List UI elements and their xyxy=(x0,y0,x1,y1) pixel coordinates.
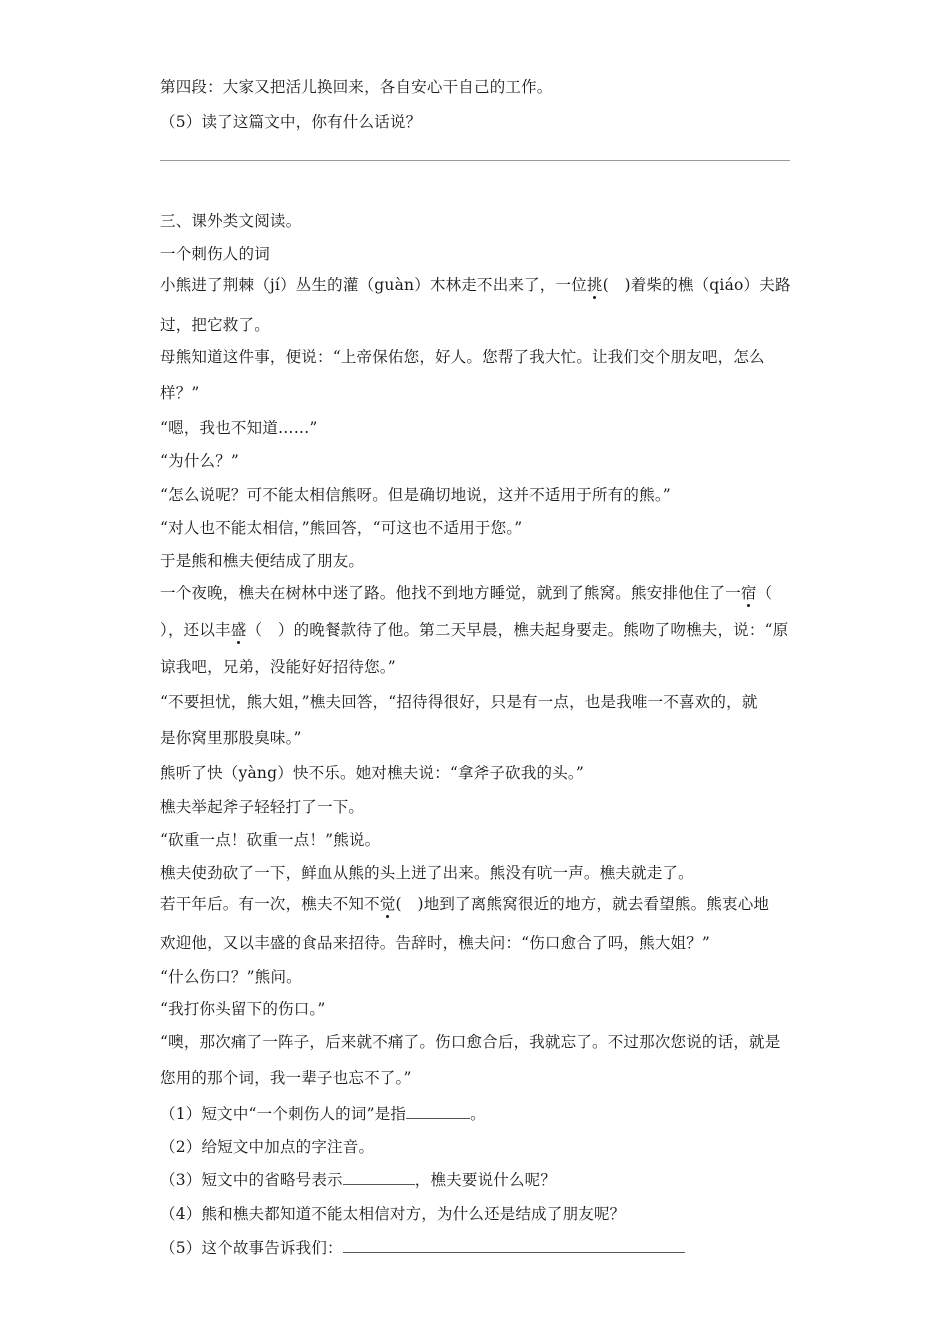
text: （ xyxy=(756,584,773,602)
story-paragraph xyxy=(160,274,791,296)
story-paragraph: “噢，那次痛了一阵子，后来就不痛了。伤口愈合后，我就忘了。不过那次您说的话，就是 xyxy=(160,1033,781,1051)
story-paragraph: “对人也不能太相信，”熊回答，“可这也不适用于您。” xyxy=(160,519,523,537)
story-line xyxy=(160,619,788,641)
story-paragraph: 于是熊和樵夫便结成了朋友。 xyxy=(160,552,365,570)
story-line: 谅我吧，兄弟，没能好好招待您。” xyxy=(160,658,396,676)
story-paragraph xyxy=(160,893,769,915)
answer-blank[interactable] xyxy=(343,1169,415,1185)
dotted-character: 盛 xyxy=(230,621,247,639)
story-paragraph: 熊听了快（yàng）快不乐。她对樵夫说：“拿斧子砍我的头。” xyxy=(160,764,585,782)
story-title: 一个刺伤人的词 xyxy=(160,245,270,263)
text: （1）短文中“一个刺伤人的词”是指 xyxy=(160,1105,407,1123)
text: ( )地到了离熊窝很近的地方，就去看望熊。熊衷心地 xyxy=(395,895,770,913)
answer-line xyxy=(160,160,790,161)
question-5-prior: （5）读了这篇文中，你有什么话说？ xyxy=(160,113,422,131)
story-paragraph: “我打你头留下的伤口。” xyxy=(160,1000,326,1018)
text: 。 xyxy=(470,1105,486,1123)
question-1 xyxy=(160,1103,486,1125)
story-paragraph: “什么伤口？”熊问。 xyxy=(160,968,302,986)
answer-blank[interactable] xyxy=(343,1237,685,1253)
question-5 xyxy=(160,1237,685,1259)
story-line: 是你窝里那股臭味。” xyxy=(160,729,302,747)
story-paragraph xyxy=(160,582,772,604)
text: ，樵夫要说什么呢？ xyxy=(414,1171,557,1189)
dotted-character: 宿 xyxy=(740,584,757,602)
text: ( )着柴的樵（qiáo）夫路 xyxy=(602,276,791,294)
text: 若干年后。有一次，樵夫不知不 xyxy=(160,895,380,913)
question-2: （2）给短文中加点的字注音。 xyxy=(160,1138,375,1156)
story-line: 您用的那个词，我一辈子也忘不了。” xyxy=(160,1069,412,1087)
story-paragraph: 樵夫举起斧子轻轻打了一下。 xyxy=(160,798,365,816)
question-4: （4）熊和樵夫都知道不能太相信对方，为什么还是结成了朋友呢？ xyxy=(160,1205,626,1223)
text: ），还以丰 xyxy=(160,621,231,639)
text: （3）短文中的省略号表示 xyxy=(160,1171,343,1189)
story-line: 样？” xyxy=(160,384,200,402)
story-paragraph: “不要担忧，熊大姐，”樵夫回答，“招待得很好，只是有一点，也是我唯一不喜欢的，就 xyxy=(160,693,758,711)
section-heading: 三、课外类文阅读。 xyxy=(160,212,302,230)
text: （ ）的晚餐款待了他。第二天早晨，樵夫起身要走。熊吻了吻樵夫，说：“原 xyxy=(246,621,789,639)
dotted-character: 觉 xyxy=(379,895,396,913)
story-paragraph: 樵夫使劲砍了一下，鲜血从熊的头上迸了出来。熊没有吭一声。樵夫就走了。 xyxy=(160,864,694,882)
dotted-character: 挑 xyxy=(586,276,603,294)
text: （5）这个故事告诉我们： xyxy=(160,1239,343,1257)
question-3 xyxy=(160,1169,556,1191)
text: 一个夜晚，樵夫在树林中迷了路。他找不到地方睡觉，就到了熊窝。熊安排他住了一 xyxy=(160,584,741,602)
story-line: 欢迎他，又以丰盛的食品来招待。告辞时，樵夫问：“伤口愈合了吗，熊大姐？” xyxy=(160,934,711,952)
story-paragraph: “怎么说呢？可不能太相信熊呀。但是确切地说，这并不适用于所有的熊。” xyxy=(160,486,671,504)
story-paragraph: “砍重一点！砍重一点！”熊说。 xyxy=(160,831,381,849)
answer-blank[interactable] xyxy=(406,1103,470,1119)
story-paragraph: 母熊知道这件事，便说：“上帝保佑您，好人。您帮了我大忙。让我们交个朋友吧，怎么 xyxy=(160,348,765,366)
text: 小熊进了荆棘（jí）丛生的灌（guàn）木林走不出来了，一位 xyxy=(160,276,587,294)
section4-paragraph: 第四段：大家又把活儿换回来，各自安心干自己的工作。 xyxy=(160,78,553,96)
story-paragraph: “为什么？” xyxy=(160,452,240,470)
story-line: 过，把它救了。 xyxy=(160,316,270,334)
story-paragraph: “嗯，我也不知道……” xyxy=(160,419,318,437)
